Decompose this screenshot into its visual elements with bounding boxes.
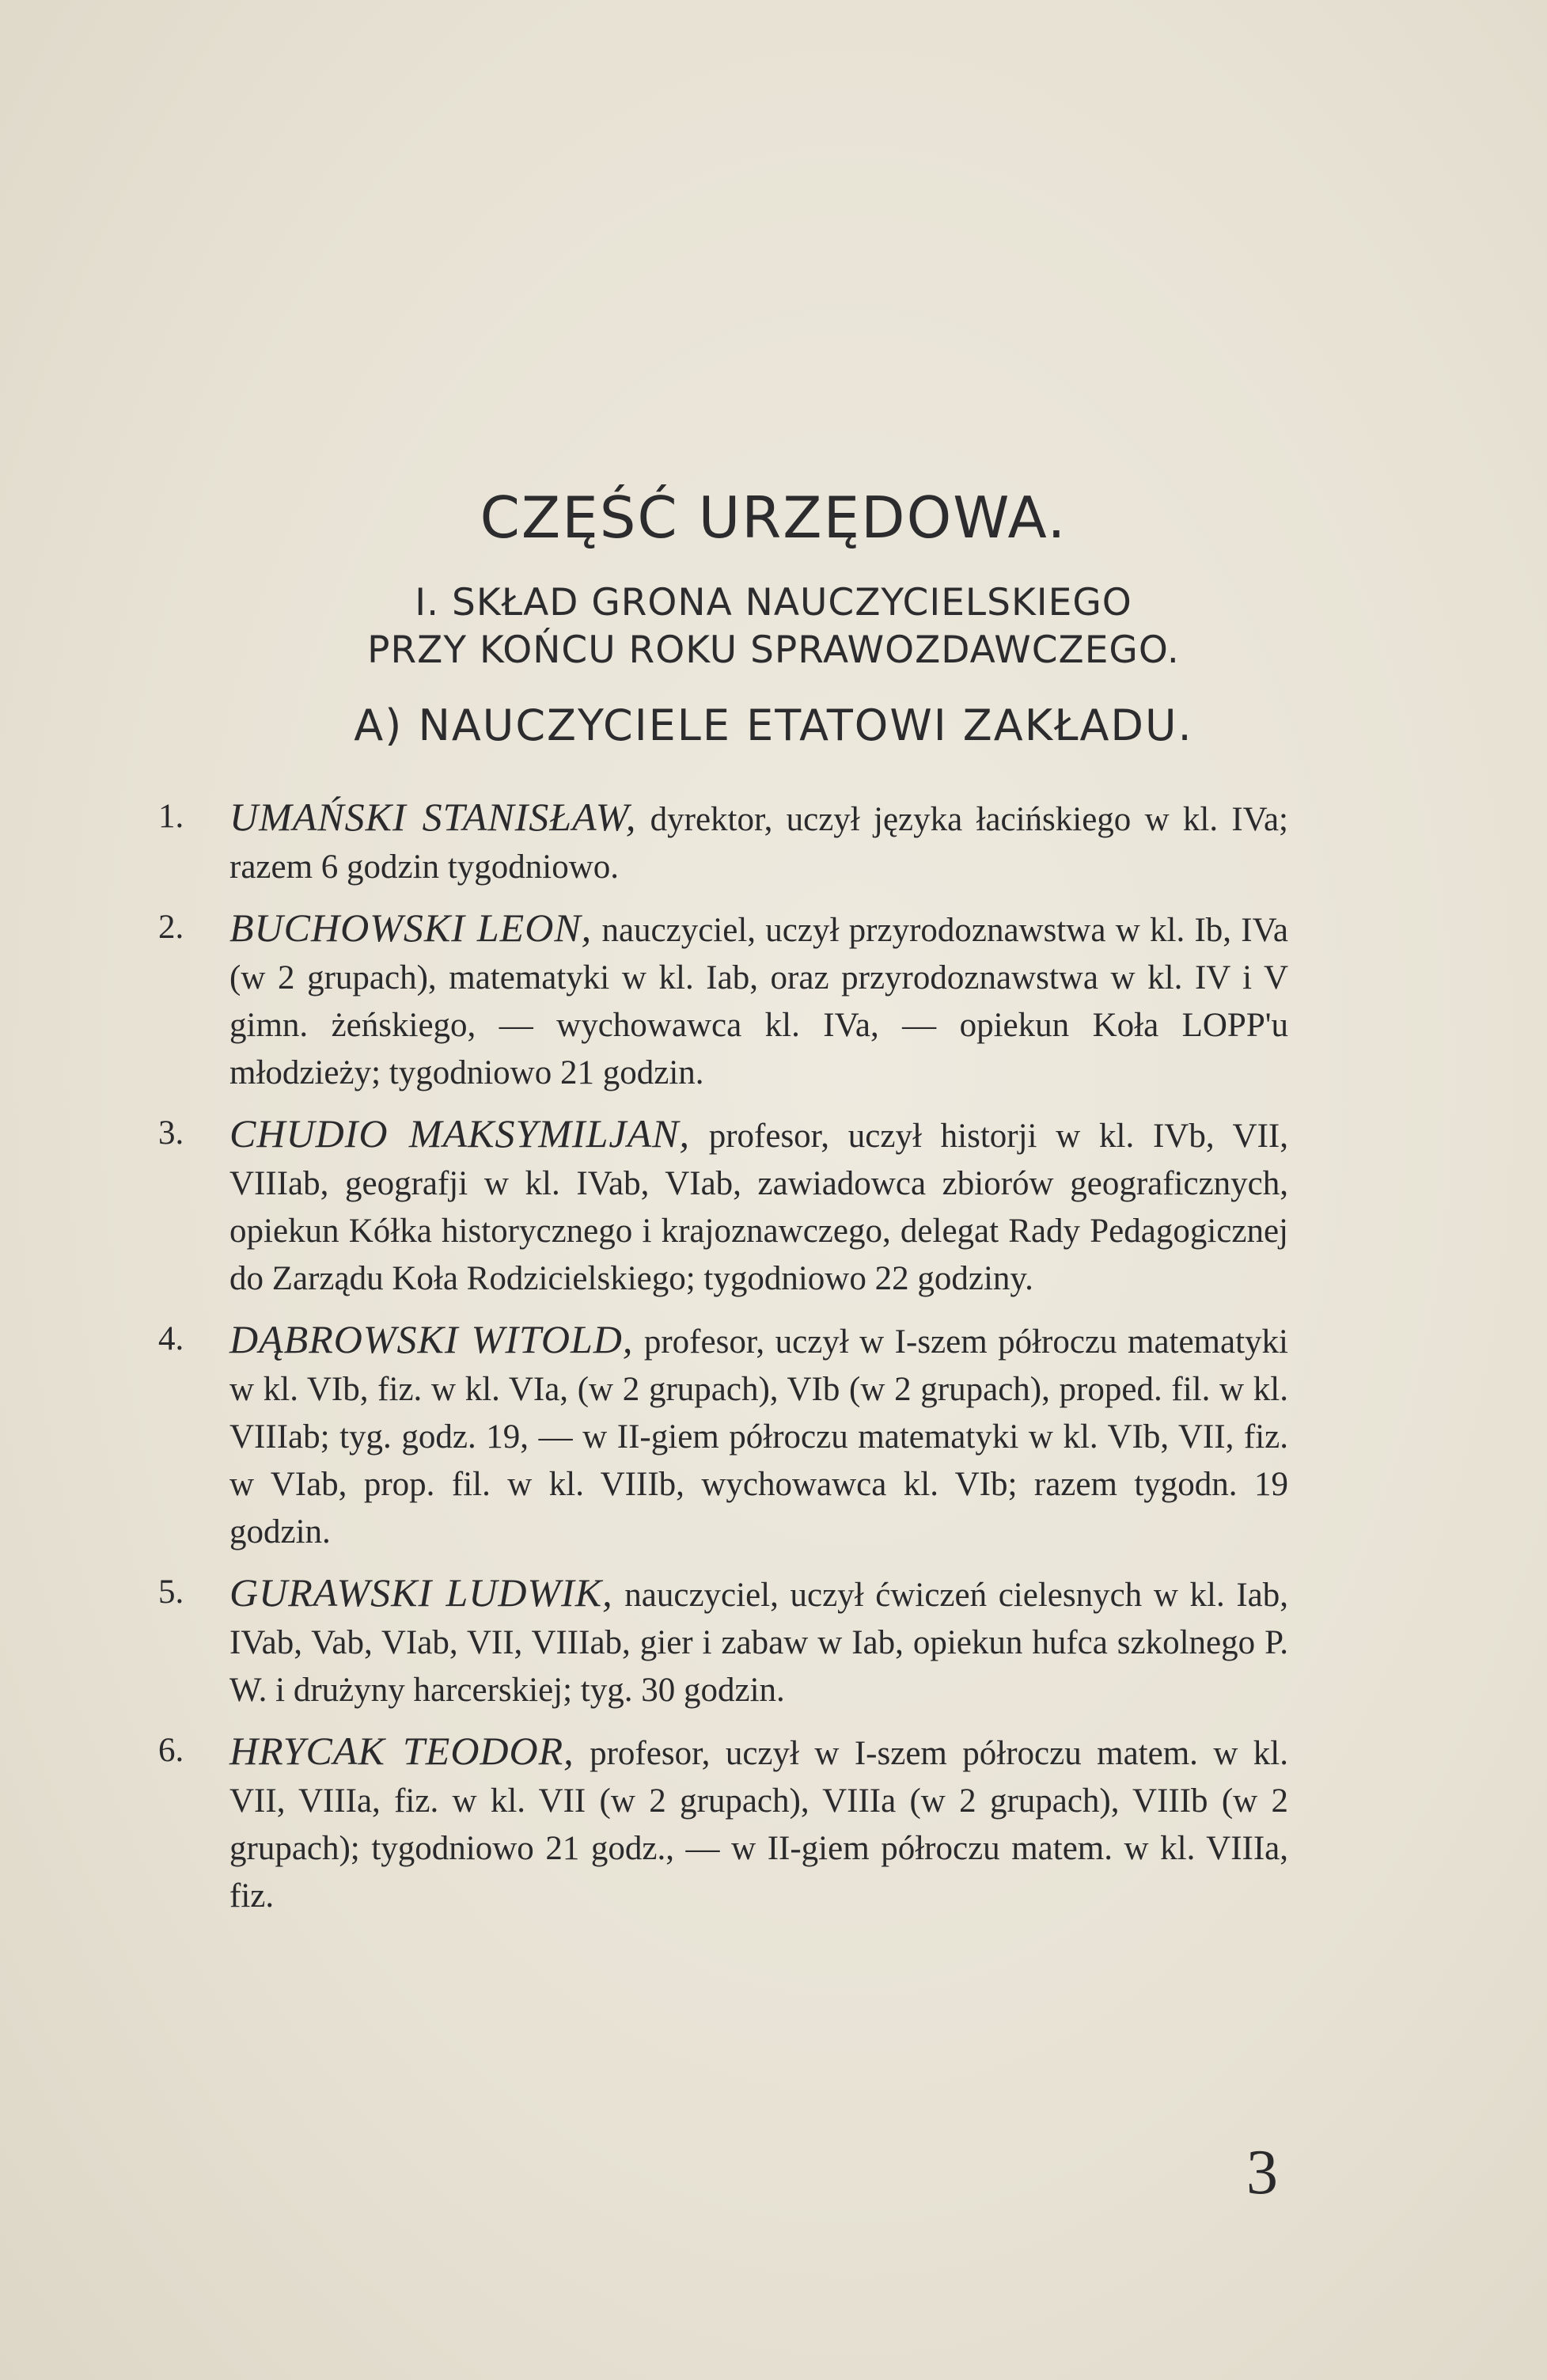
teacher-name: UMAŃSKI STANISŁAW, <box>229 795 637 839</box>
section-title-line-1: I. SKŁAD GRONA NAUCZYCIELSKIEGO <box>415 581 1132 624</box>
item-number: 2. <box>158 909 184 946</box>
teacher-name: HRYCAK TEODOR, <box>229 1729 574 1773</box>
page-number: 3 <box>1246 2138 1278 2207</box>
main-title: CZĘŚĆ URZĘDOWA. <box>480 484 1067 551</box>
list-item <box>158 1727 1288 1920</box>
item-number: 3. <box>158 1114 184 1152</box>
teacher-name: DĄBROWSKI WITOLD, <box>229 1317 634 1361</box>
subsection-heading: A) NAUCZYCIELE ETATOWI ZAKŁADU. <box>354 700 1193 750</box>
list-item <box>158 904 1288 1097</box>
item-text: profesor, uczył w I-szem półroczu matematyki w kl. VIb, fiz. w kl. VIa, (w 2 grupach), VIb (w 2 grupach), proped. fil. w kl. VIIIab; tyg. godz. 19, — w II-giem półroczu matematyki w kl. VIb, VII, fiz. w VIab, prop. fil. w kl. VIIIb, wychowawca kl. VIb; razem tygodn. 19 godzin. <box>229 1323 1288 1551</box>
list-item <box>158 1110 1288 1303</box>
item-number: 1. <box>158 798 184 835</box>
item-text: profesor, uczył w I-szem półroczu matem. w kl. VII, VIIIa, fiz. w kl. VII (w 2 grupach), VIIIa (w 2 grupach), VIIIb (w 2 grupach); tygodniowo 21 godz., — w II-giem półroczu matem. w kl. VIIIa, fiz. <box>229 1735 1288 1915</box>
section-title-line-2: PRZY KOŃCU ROKU SPRAWOZDAWCZEGO. <box>367 628 1180 672</box>
item-text: nauczyciel, uczył ćwiczeń cielesnych w kl. Iab, IVab, Vab, VIab, VII, VIIIab, gier i zabaw w Iab, opiekun hufca szkolnego P. W. i drużyny harcerskiej; tyg. 30 godzin. <box>229 1577 1288 1709</box>
item-number: 4. <box>158 1320 184 1357</box>
section-title <box>0 579 1547 674</box>
list-item <box>158 793 1288 891</box>
teacher-name: CHUDIO MAKSYMILJAN, <box>229 1111 690 1156</box>
teacher-list <box>158 793 1288 1933</box>
teacher-name: GURAWSKI LUDWIK, <box>229 1570 613 1615</box>
item-number: 5. <box>158 1573 184 1611</box>
teacher-name: BUCHOWSKI LEON, <box>229 905 593 950</box>
item-number: 6. <box>158 1732 184 1769</box>
item-text: profesor, uczył historji w kl. IVb, VII, VIIIab, geografji w kl. IVab, VIab, zawiadowca zbiorów geograficznych, opiekun Kółka historycznego i krajoznawczego, delegat Rady Pedagogicznej do Zarządu Koła Rodzicielskiego; tygodniowo 22 godziny. <box>229 1118 1288 1297</box>
item-text: dyrektor, uczył języka łacińskiego w kl. IVa; razem 6 godzin tygodniowo. <box>229 801 1289 886</box>
item-text: nauczyciel, uczył przyrodoznawstwa w kl. Ib, IVa (w 2 grupach), matematyki w kl. Iab, oraz przyrodoznawstwa w kl. IV i V gimn. żeńskiego, — wychowawca kl. IVa, — opiekun Koła LOPP'u młodzieży; tygodniowo 21 godzin. <box>229 912 1288 1091</box>
list-item <box>158 1315 1288 1556</box>
list-item <box>158 1569 1288 1714</box>
